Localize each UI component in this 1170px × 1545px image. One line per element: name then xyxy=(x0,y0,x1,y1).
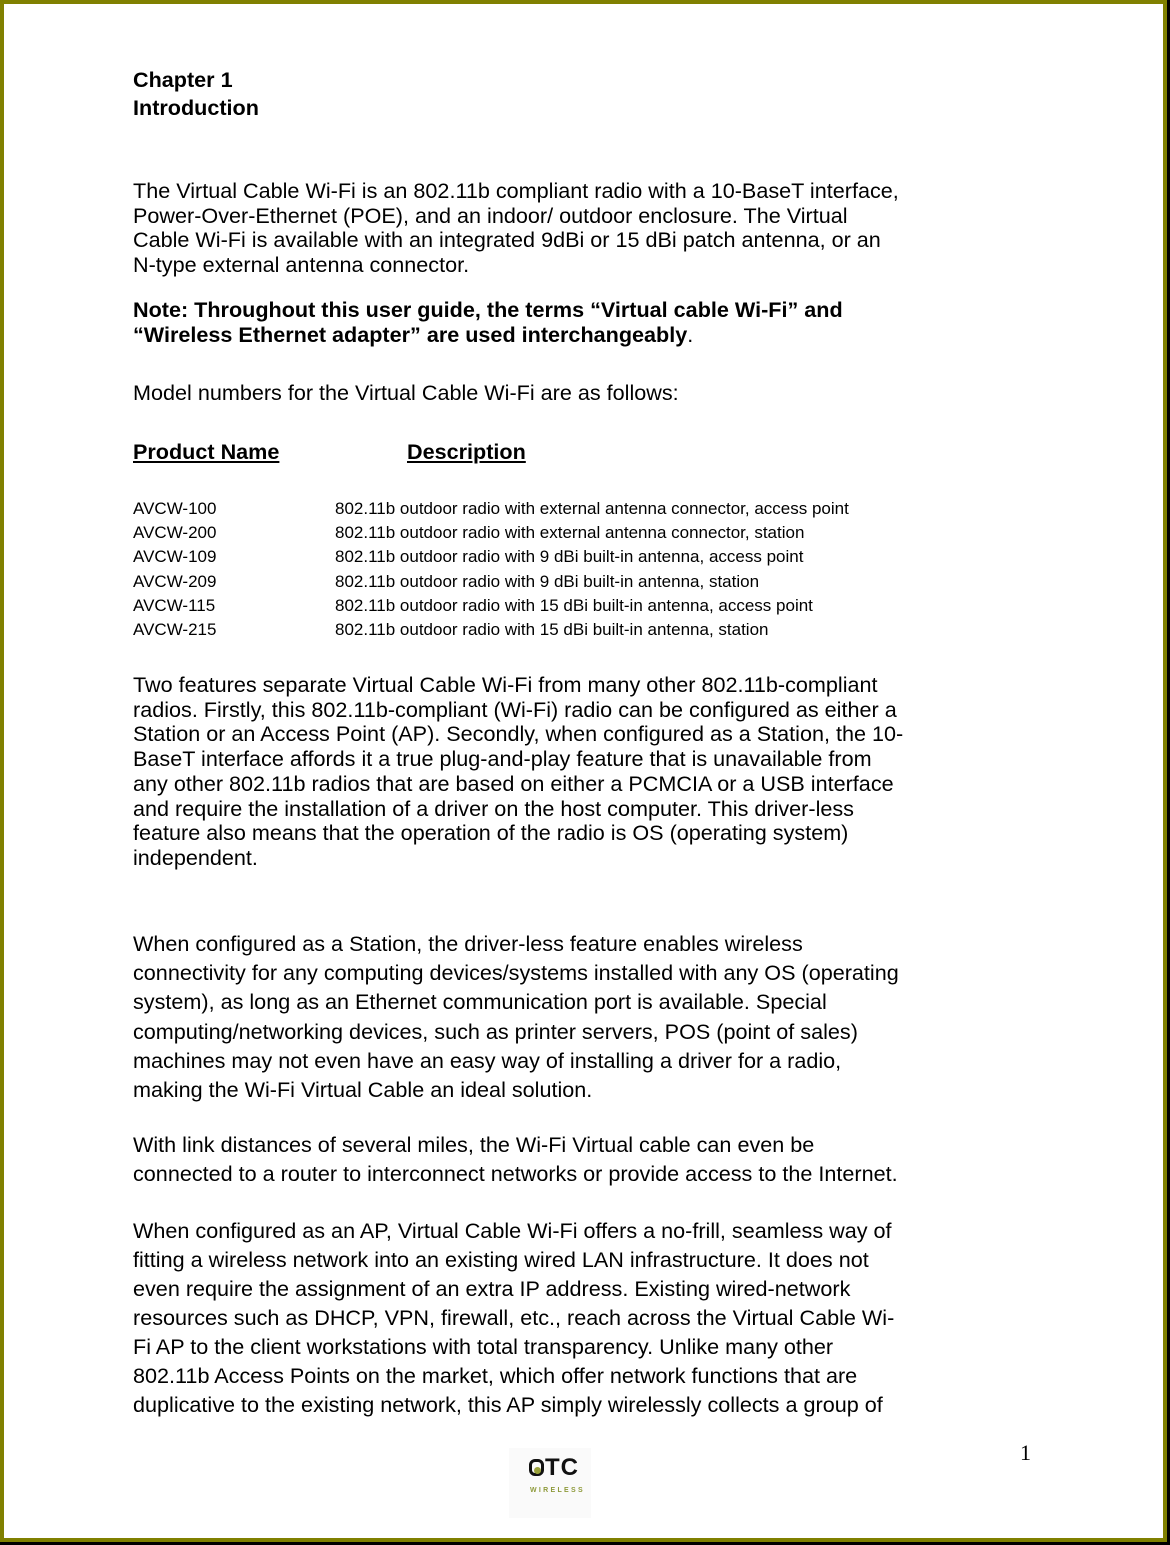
table-row xyxy=(133,497,849,521)
logo-mark: TC xyxy=(545,1454,579,1481)
paragraph-line: independent. xyxy=(133,844,258,870)
product-description: 802.11b outdoor radio with 9 dBi built-in antenna, access point xyxy=(335,547,804,567)
paragraph-line: computing/networking devices, such as printer servers, POS (point of sales) xyxy=(133,1018,858,1044)
paragraph-line: Station or an Access Point (AP). Secondly, when configured as a Station, the 10- xyxy=(133,721,904,747)
table-row xyxy=(133,594,813,618)
paragraph xyxy=(133,1130,898,1188)
paragraph xyxy=(133,673,903,871)
column-header-product-name: Product Name xyxy=(133,439,280,464)
paragraph-line: The Virtual Cable Wi-Fi is an 802.11b compliant radio with a 10-BaseT interface, xyxy=(133,178,899,203)
logo-subtitle: WIRELESS xyxy=(530,1487,585,1494)
product-name: AVCW-200 xyxy=(133,523,217,543)
paragraph-line: even require the assignment of an extra IP address. Existing wired-network xyxy=(133,1276,851,1301)
note-line: Note: Throughout this user guide, the terms “Virtual cable Wi-Fi” and xyxy=(133,297,843,322)
paragraph-line: any other 802.11b radios that are based on either a PCMCIA or a USB interface xyxy=(133,770,894,796)
paragraph-line: duplicative to the existing network, this AP simply wirelessly collects a group of xyxy=(133,1392,883,1417)
product-name: AVCW-215 xyxy=(133,619,217,639)
product-description: 802.11b outdoor radio with 9 dBi built-in antenna, station xyxy=(335,571,760,591)
paragraph xyxy=(133,929,899,1104)
table-row xyxy=(133,570,760,594)
page-number: 1 xyxy=(1020,1440,1031,1465)
table-row xyxy=(133,545,804,569)
paragraph-line: 802.11b Access Points on the market, which offer network functions that are xyxy=(133,1363,858,1388)
paragraph xyxy=(133,1216,894,1419)
paragraph-line: Cable Wi-Fi is available with an integrated 9dBi or 15 dBi patch antenna, or an xyxy=(133,227,881,253)
chapter-number: Chapter 1 xyxy=(133,67,233,92)
paragraph-line: feature also means that the operation of the radio is OS (operating system) xyxy=(133,820,849,846)
model-intro: Model numbers for the Virtual Cable Wi-Fi are as follows: xyxy=(133,380,679,405)
chapter-heading xyxy=(133,66,259,122)
note-line: “Wireless Ethernet adapter” are used interchangeably xyxy=(133,322,688,347)
paragraph-line: making the Wi-Fi Virtual Cable an ideal solution. xyxy=(133,1077,593,1103)
product-name: AVCW-115 xyxy=(133,595,216,615)
paragraph-line: system), as long as an Ethernet communication port is available. Special xyxy=(133,989,827,1015)
product-name: AVCW-100 xyxy=(133,499,217,518)
paragraph-line: machines may not even have an easy way of installing a driver for a radio, xyxy=(133,1047,842,1073)
table-row xyxy=(133,618,769,642)
paragraph-line: Fi AP to the client workstations with total transparency. Unlike many other xyxy=(133,1334,834,1359)
product-name: AVCW-109 xyxy=(133,547,217,567)
paragraph-line: Power-Over-Ethernet (POE), and an indoor/ outdoor enclosure. The Virtual xyxy=(133,202,848,228)
paragraph-line: resources such as DHCP, VPN, firewall, etc., reach across the Virtual Cable Wi- xyxy=(133,1305,895,1330)
table-row xyxy=(133,521,805,545)
paragraph-line: With link distances of several miles, the Wi-Fi Virtual cable can even be xyxy=(133,1132,815,1157)
paragraph-line: connectivity for any computing devices/systems installed with any OS (operating xyxy=(133,960,899,986)
chapter-title: Introduction xyxy=(133,95,259,120)
column-header-description: Description xyxy=(407,439,526,464)
paragraph-line: When configured as an AP, Virtual Cable Wi-Fi offers a no-frill, seamless way of xyxy=(133,1218,892,1243)
paragraph-line: connected to a router to interconnect networks or provide access to the Internet. xyxy=(133,1161,898,1186)
product-description: 802.11b outdoor radio with external antenna connector, access point xyxy=(335,499,849,518)
logo-o-icon xyxy=(529,1459,544,1476)
note xyxy=(133,297,843,347)
paragraph-line: and require the installation of a driver on the host computer. This driver-less xyxy=(133,795,854,821)
product-description: 802.11b outdoor radio with external antenna connector, station xyxy=(335,523,805,543)
paragraph-line: N-type external antenna connector. xyxy=(133,252,470,278)
note-period: . xyxy=(687,322,694,347)
product-description: 802.11b outdoor radio with 15 dBi built-in antenna, station xyxy=(335,619,769,639)
paragraph-line: fitting a wireless network into an existing wired LAN infrastructure. It does not xyxy=(133,1247,869,1272)
paragraph xyxy=(133,179,899,278)
table-header xyxy=(133,439,526,465)
paragraph-line: BaseT interface affords it a true plug-and-play feature that is unavailable from xyxy=(133,746,872,772)
model-table xyxy=(133,497,849,642)
paragraph-line: radios. Firstly, this 802.11b-compliant (Wi-Fi) radio can be configured as either a xyxy=(133,696,897,722)
otc-wireless-logo xyxy=(509,1448,591,1518)
paragraph-line: When configured as a Station, the driver-less feature enables wireless xyxy=(133,931,803,956)
product-name: AVCW-209 xyxy=(133,571,217,591)
paragraph-line: Two features separate Virtual Cable Wi-Fi from many other 802.11b-compliant xyxy=(133,672,878,697)
product-description: 802.11b outdoor radio with 15 dBi built-in antenna, access point xyxy=(335,595,813,615)
